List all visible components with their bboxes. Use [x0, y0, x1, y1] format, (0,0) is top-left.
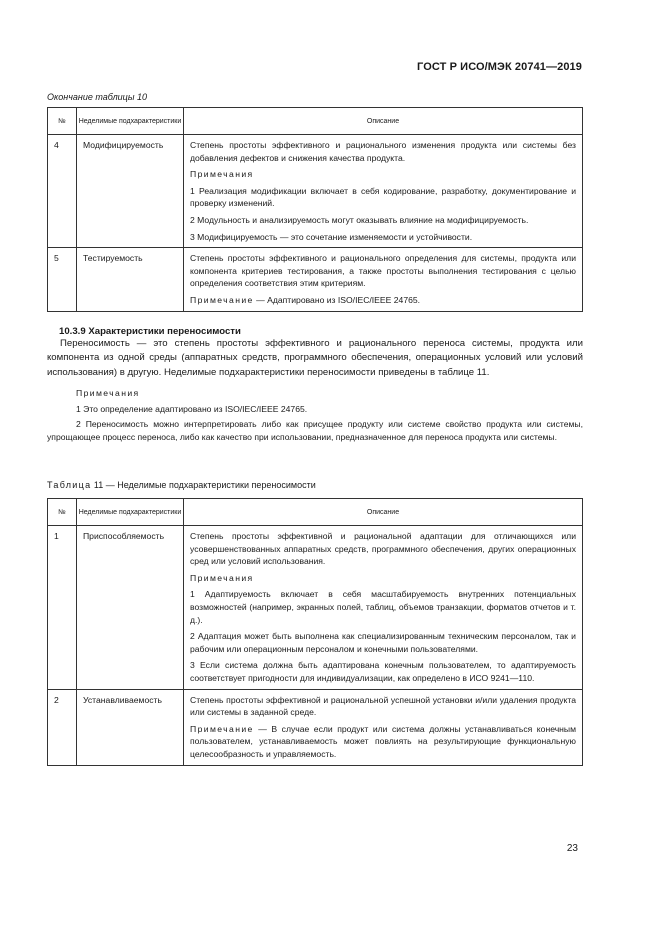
- section-note-2: 2 Переносимость можно интерпретировать либо как присущее продукту или системе свойство продукта или системы, упрощающее процесс переноса, либо как качество при использовании, предназначенное для переноса продукта или системы.: [47, 419, 583, 442]
- row-number: 2: [48, 689, 77, 765]
- note-text: — Адаптировано из ISO/IEC/IEEE 24765.: [253, 294, 421, 305]
- table-11: [47, 498, 583, 766]
- row-description: [184, 526, 583, 690]
- document-code-header: ГОСТ Р ИСО/МЭК 20741—2019: [417, 61, 582, 73]
- description-text: Степень простоты эффективного и рационального определения для системы, продукта или компонента критериев тестирования, а также простоты выполнения тестирования с целью определения соответствия этим критериям.: [190, 253, 576, 289]
- table-label: Таблица: [47, 480, 92, 490]
- row-description: [184, 248, 583, 311]
- col-header-desc: Описание: [184, 108, 583, 135]
- row-number: 4: [48, 135, 77, 248]
- table-row: [48, 689, 583, 765]
- table10-caption: Окончание таблицы 10: [47, 92, 147, 102]
- table-row: [48, 135, 583, 248]
- subcharacteristic-name: Устанавливаемость: [77, 689, 184, 765]
- description-text: Степень простоты эффективного и рационального изменения продукта или системы без добавления дефектов и снижения качества продукта.: [190, 140, 576, 163]
- description-text: Степень простоты эффективной и рациональной адаптации для отличающихся или усовершенствованных аппаратных средств, программного обеспечения, других операционных сред или условий использования.: [190, 531, 576, 567]
- subcharacteristic-name: Тестируемость: [77, 248, 184, 311]
- notes-title: Примечания: [190, 572, 254, 583]
- row-number: 5: [48, 248, 77, 311]
- section-title: 10.3.9 Характеристики переносимости: [59, 326, 241, 337]
- section-notes-title: Примечания: [76, 388, 140, 399]
- note-line: [190, 723, 576, 761]
- subcharacteristic-name: Приспособляемость: [77, 526, 184, 690]
- note-item: 2 Модульность и анализируемость могут оказывать влияние на модифицируемость.: [190, 214, 529, 225]
- col-header-no: №: [48, 108, 77, 135]
- note-item: 1 Реализация модификации включает в себя кодирование, разработку, документирование и проверку изменений.: [190, 185, 576, 209]
- note-text: — В случае если продукт или система должны устанавливаться конечным пользователем, устанавливаемость может повлиять на результирующие функциональную целесообразность и управляемость.: [190, 723, 576, 759]
- col-header-no: №: [48, 499, 77, 526]
- table-row: [48, 526, 583, 690]
- table11-caption: [47, 480, 316, 490]
- row-number: 1: [48, 526, 77, 690]
- table-row: [48, 248, 583, 311]
- note-item: 2 Адаптация может быть выполнена как специализированным техническим персоналом, так и рабочим или операционным персоналом и конечными пользователями.: [190, 631, 576, 654]
- row-description: [184, 689, 583, 765]
- note-item: 1 Адаптируемость включает в себя масштабируемость внутренних потенциальных возможностей (например, экранных полей, таблиц, объемов транзакции, форматов отчетов и т. д.).: [190, 589, 576, 625]
- note-item: 3 Модифицируемость — это сочетание изменяемости и устойчивости.: [190, 231, 473, 242]
- table-caption-text: 11 — Неделимые подхарактеристики переносимости: [91, 480, 316, 490]
- notes-title: Примечания: [190, 169, 254, 180]
- table-10: [47, 107, 583, 312]
- note-label: Примечание: [190, 723, 254, 734]
- row-description: [184, 135, 583, 248]
- section-body: Переносимость — это степень простоты эффективного и рационального переноса системы, продукта или компонента из одной среды (аппаратных средств, программного обеспечения, операционных условий или условий использования) в другую. Неделимые подхарактеристики переносимости приведены в таблице 11.: [47, 338, 583, 378]
- table-header-row: [48, 108, 583, 135]
- description-text: Степень простоты эффективной и рациональной успешной установки и/или удаления продукта или системы в заданной среде.: [190, 694, 576, 718]
- col-header-desc: Описание: [184, 499, 583, 526]
- subcharacteristic-name: Модифицируемость: [77, 135, 184, 248]
- section-note-1: 1 Это определение адаптировано из ISO/IEC/IEEE 24765.: [76, 403, 308, 414]
- note-line: [190, 294, 576, 307]
- section-10-3-9: [47, 326, 583, 444]
- col-header-name: Неделимые подхарактеристики: [77, 499, 184, 526]
- table-header-row: [48, 499, 583, 526]
- page-number: 23: [566, 843, 578, 854]
- col-header-name: Неделимые подхарактеристики: [77, 108, 184, 135]
- note-item: 3 Если система должна быть адаптирована конечным пользователем, то адаптируемость соответствует пригодности для индивидуализации, как определено в ИСО 9241—110.: [190, 660, 576, 683]
- note-label: Примечание: [190, 294, 254, 305]
